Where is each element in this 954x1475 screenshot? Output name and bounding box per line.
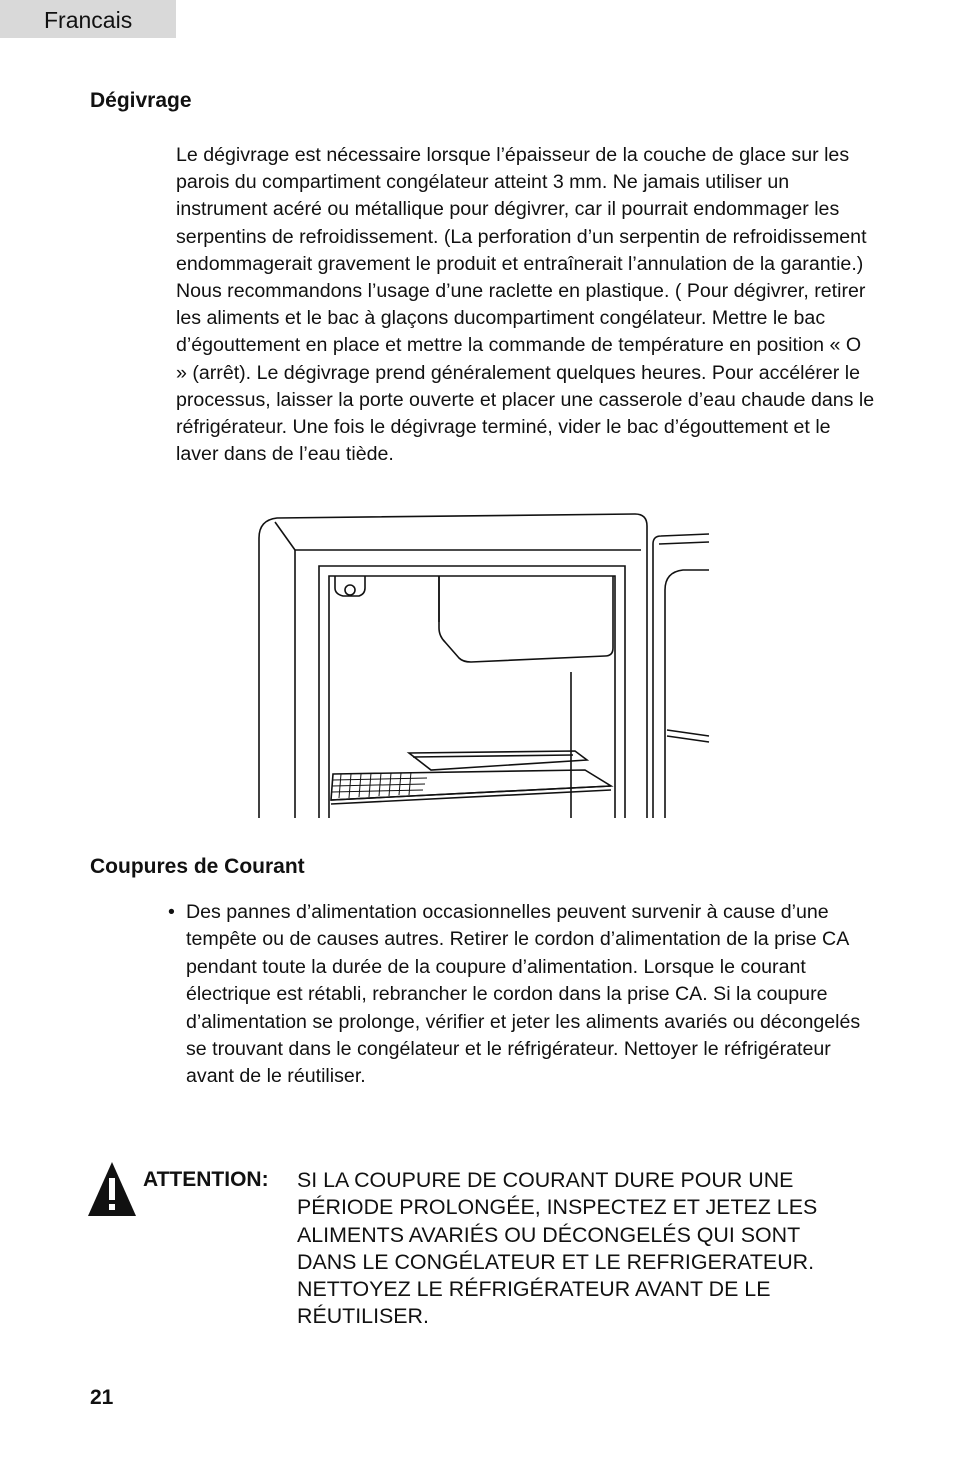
section-title-defrost: Dégivrage xyxy=(90,89,192,112)
attention-label: ATTENTION: xyxy=(143,1168,269,1191)
page-number: 21 xyxy=(90,1386,114,1409)
attention-text: SI LA COUPURE DE COURANT DURE POUR UNE PÉRIODE PROLONGÉE, INSPECTEZ ET JETEZ LES ALIMENTS AVARIÉS OU DÉCONGELÉS QUI SONT DANS LE CONGÉLATEUR ET LE REFRIGERATEUR. NETTOYEZ LE RÉFRIGÉRATEUR AVANT DE LE RÉUTILISER. xyxy=(297,1168,818,1329)
bullet-dot: • xyxy=(168,901,175,923)
section-title-power-outage: Coupures de Courant xyxy=(90,855,305,878)
defrost-paragraph: Le dégivrage est nécessaire lorsque l’épaisseur de la couche de glace sur les parois du compartiment congélateur atteint 3 mm. Ne jamais utiliser un instrument acéré ou métallique pour dégivrer, car il pourrait endommager les serpentins de refroidissement. (La perforation d’un serpentin de refroidissement endommagerait gravement le produit et entraînerait l’annulation de la garantie.) Nous recommandons l’usage d’une raclette en plastique. ( Pour dégivrer, retirer les aliments et le bac à glaçons ducompartiment congélateur. Mettre le bac d’égouttement en place et mettre la commande de température en position « O » (arrêt). Le dégivrage prend généralement quelques heures. Pour accélérer le processus, laisser la porte ouverte et placer une casserole d’eau chaude dans le réfrigérateur. Une fois le dégivrage terminé, vider le bac d’égouttement et le laver dans de l’eau tiède. xyxy=(176,144,875,466)
language-tab: Francais xyxy=(0,0,176,38)
power-outage-bullet xyxy=(168,899,868,1091)
refrigerator-illustration xyxy=(255,510,715,822)
power-outage-text: Des pannes d’alimentation occasionnelles peuvent survenir à cause d’une tempête ou de causes autres. Retirer le cordon d’alimentation de la prise CA pendant toute la durée de la coupure d’alimentation. Lorsque le courant électrique est rétabli, rebrancher le cordon dans la prise CA. Si la coupure d’alimentation se prolonge, vérifier et jeter les aliments avariés ou décongelés se trouvant dans le congélateur et le réfrigérateur. Nettoyer le réfrigérateur avant de le réutiliser. xyxy=(186,901,861,1088)
warning-triangle-icon xyxy=(86,1160,138,1218)
